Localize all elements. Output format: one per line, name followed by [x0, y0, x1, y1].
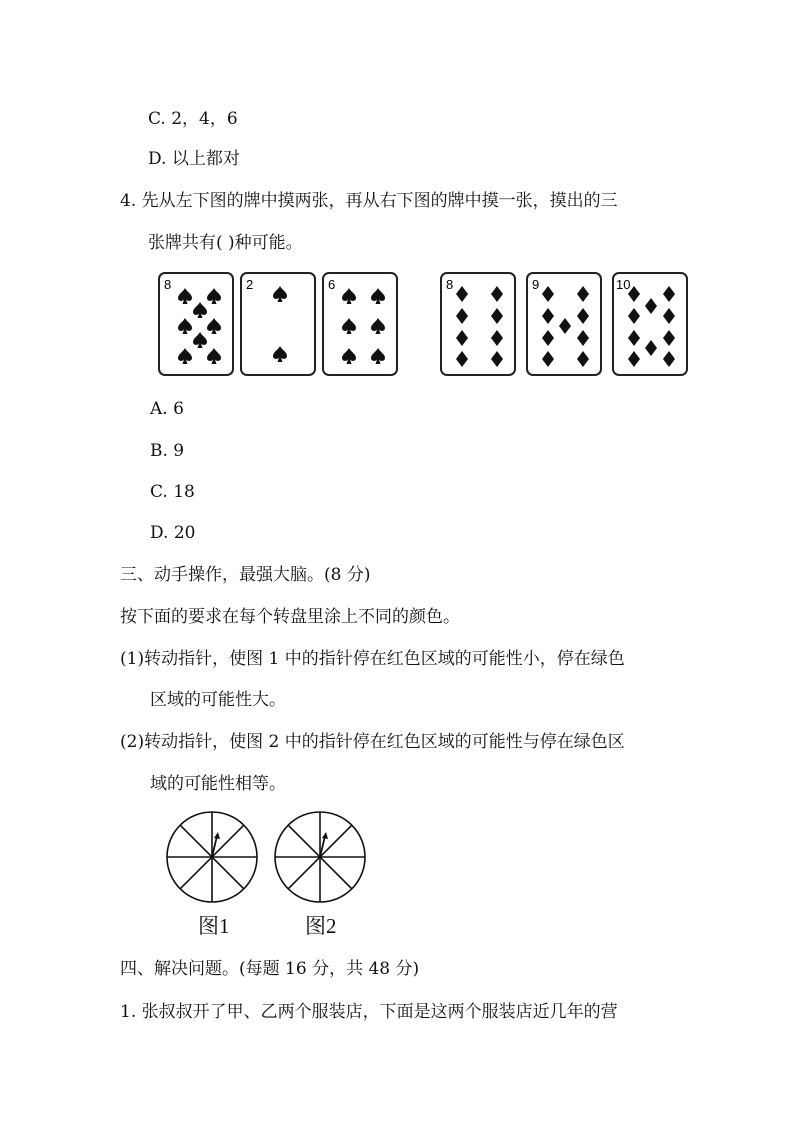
- card-diamond-9-art: [528, 274, 604, 378]
- card-rank-top: 6: [328, 277, 336, 292]
- q4-option-b: B. 9: [150, 441, 185, 461]
- spinner-1: [167, 812, 257, 902]
- card-spade-6-art: [324, 274, 400, 378]
- question4-line1: 4. 先从左下图的牌中摸两张，再从右下图的牌中摸一张，摸出的三: [120, 191, 618, 211]
- card-diamond-9: [526, 272, 602, 376]
- card-rank-top: 8: [164, 277, 172, 292]
- card-spade-6: [322, 272, 398, 376]
- section3-instruction: 按下面的要求在每个转盘里涂上不同的颜色。: [120, 607, 460, 627]
- spade-icon: [178, 288, 221, 364]
- card-spade-8-art: [160, 274, 236, 378]
- card-spade-2-art: [242, 274, 318, 378]
- spinner-wheels: [160, 810, 380, 905]
- spinner-1-label: 图1: [198, 914, 230, 938]
- section3-item2-line2: 域的可能性相等。: [150, 774, 286, 794]
- spade-icon: [342, 288, 385, 364]
- option-d-top: D. 以上都对: [148, 149, 240, 169]
- section3-item1-line2: 区域的可能性大。: [150, 690, 286, 710]
- card-spade-8: [158, 272, 234, 376]
- section3-heading: 三、动手操作，最强大脑。(8 分): [120, 565, 371, 585]
- card-rank-top: 2: [246, 277, 254, 292]
- q4-option-c: C. 18: [150, 482, 195, 502]
- question4-line2: 张牌共有( )种可能。: [148, 233, 303, 253]
- playing-cards-figure: [158, 272, 698, 380]
- spinner-2: [275, 812, 365, 902]
- card-diamond-10-art: [614, 274, 690, 378]
- diamond-icon: [628, 286, 675, 367]
- card-rank-top: 8: [446, 277, 454, 292]
- card-diamond-10: [612, 272, 688, 376]
- section4-heading: 四、解决问题。(每题 16 分，共 48 分): [120, 959, 420, 979]
- card-diamond-8-art: [442, 274, 518, 378]
- option-c-top: C. 2，4，6: [148, 109, 238, 129]
- q4-option-d: D. 20: [150, 523, 196, 543]
- card-rank-top: 9: [532, 277, 540, 292]
- spinner-2-label: 图2: [305, 914, 337, 938]
- diamond-icon: [456, 286, 503, 367]
- section4-q1-line1: 1. 张叔叔开了甲、乙两个服装店，下面是这两个服装店近几年的营: [120, 1002, 618, 1022]
- section3-item2-line1: (2)转动指针，使图 2 中的指针停在红色区域的可能性与停在绿色区: [120, 732, 625, 752]
- card-spade-2: [240, 272, 316, 376]
- diamond-icon: [542, 286, 589, 367]
- section3-item1-line1: (1)转动指针，使图 1 中的指针停在红色区域的可能性小，停在绿色: [120, 649, 625, 669]
- spinner-figure: [160, 810, 380, 940]
- card-diamond-8: [440, 272, 516, 376]
- spade-icon: [273, 286, 287, 362]
- q4-option-a: A. 6: [150, 399, 184, 419]
- card-rank-top: 10: [616, 277, 631, 292]
